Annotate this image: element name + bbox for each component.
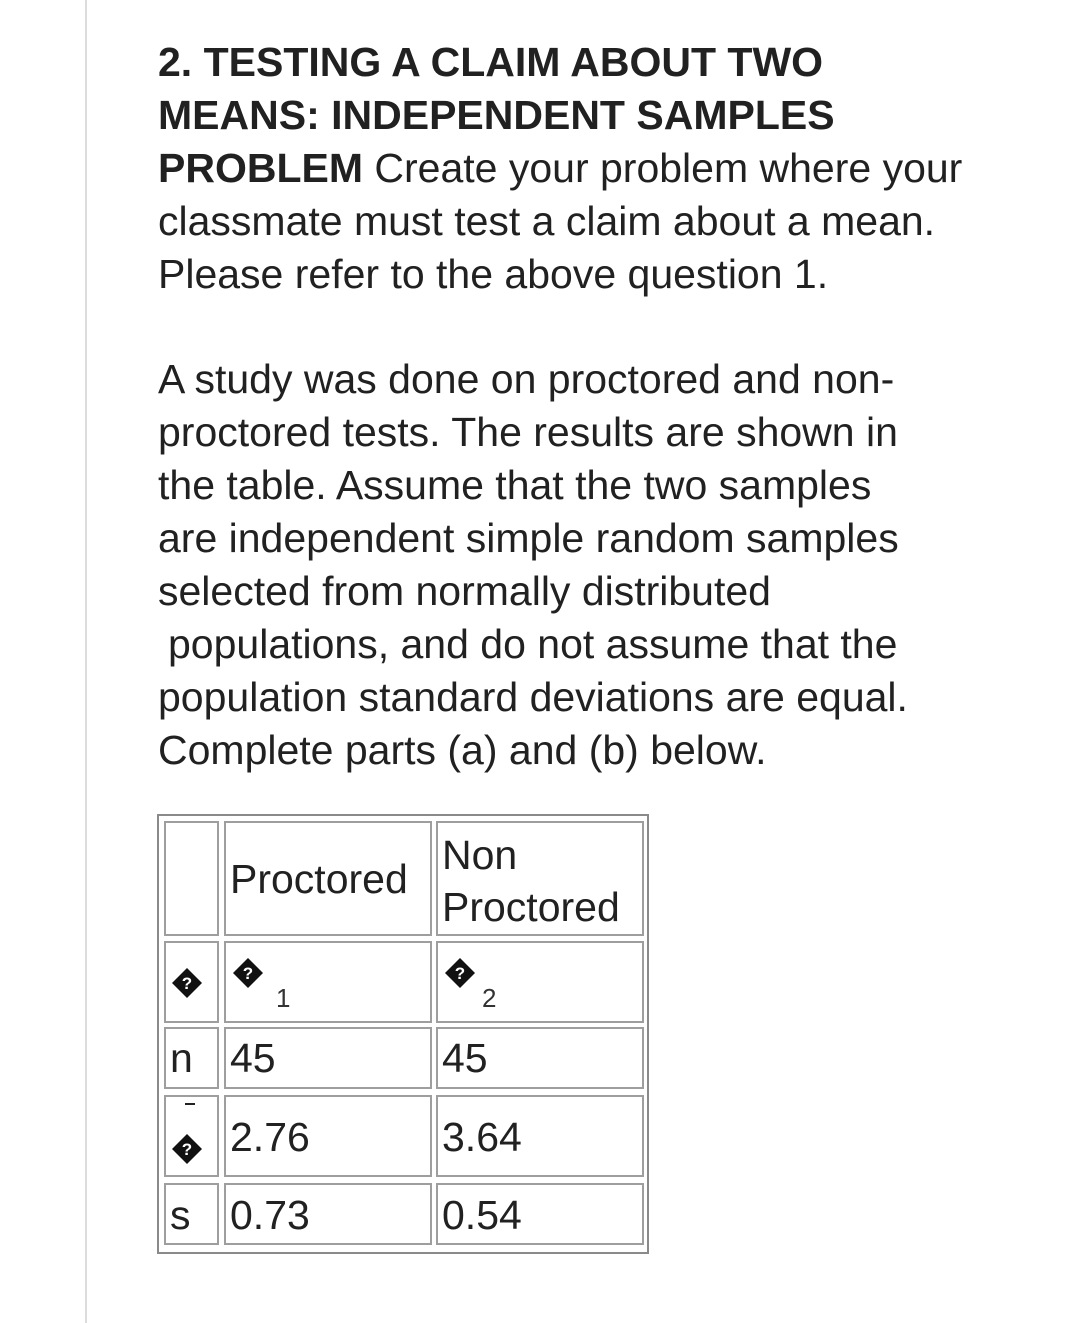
row-n-label: n	[164, 1027, 219, 1089]
replacement-character-icon	[232, 957, 264, 989]
body-line-6: populations, and do not assume that the	[168, 621, 898, 667]
body-line-4: are independent simple random samples	[158, 515, 899, 561]
left-margin-rule	[85, 0, 87, 1323]
body-line-7: population standard deviations are equal.	[158, 674, 908, 720]
replacement-character-icon	[171, 967, 203, 999]
row-xbar-label	[164, 1095, 219, 1177]
header-proctored: Proctored	[224, 821, 432, 936]
svg-text:?: ?	[181, 974, 193, 993]
subscript-1: 1	[276, 983, 291, 1013]
row-s-label: s	[164, 1183, 219, 1245]
heading-line-2: MEANS: INDEPENDENT SAMPLES	[158, 92, 835, 138]
problem-body	[158, 353, 1038, 777]
svg-text:?: ?	[454, 964, 466, 983]
body-line-2: proctored tests. The results are shown in	[158, 409, 898, 455]
body-line-5: selected from normally distributed	[158, 568, 771, 614]
body-line-1: A study was done on proctored and non-	[158, 356, 895, 402]
row-mu-proctored	[224, 941, 432, 1023]
header-non-proctored: Non Proctored	[436, 821, 644, 936]
row-n-proctored: 45	[224, 1027, 432, 1089]
heading-line-3-bold: PROBLEM	[158, 145, 363, 191]
heading-line-3-rest: Create your problem where your	[363, 145, 963, 191]
svg-text:?: ?	[242, 964, 254, 983]
replacement-character-icon	[171, 1133, 203, 1165]
header-empty-cell	[164, 821, 219, 936]
row-mu-label	[164, 941, 219, 1023]
problem-content	[158, 36, 1038, 777]
replacement-character-icon	[444, 957, 476, 989]
body-line-8: Complete parts (a) and (b) below.	[158, 727, 767, 773]
heading-line-1: 2. TESTING A CLAIM ABOUT TWO	[158, 39, 824, 85]
subscript-2: 2	[482, 983, 497, 1013]
row-n-non-proctored: 45	[436, 1027, 644, 1089]
problem-heading	[158, 36, 1038, 301]
row-mu-non-proctored	[436, 941, 644, 1023]
body-line-3: the table. Assume that the two samples	[158, 462, 872, 508]
row-s-proctored: 0.73	[224, 1183, 432, 1245]
row-s-non-proctored: 0.54	[436, 1183, 644, 1245]
svg-text:?: ?	[181, 1140, 193, 1159]
overbar	[185, 1103, 195, 1105]
heading-line-4: classmate must test a claim about a mean.	[158, 198, 936, 244]
data-table	[157, 814, 649, 1254]
heading-line-5: Please refer to the above question 1.	[158, 251, 829, 297]
row-xbar-non-proctored: 3.64	[436, 1095, 644, 1177]
row-xbar-proctored: 2.76	[224, 1095, 432, 1177]
